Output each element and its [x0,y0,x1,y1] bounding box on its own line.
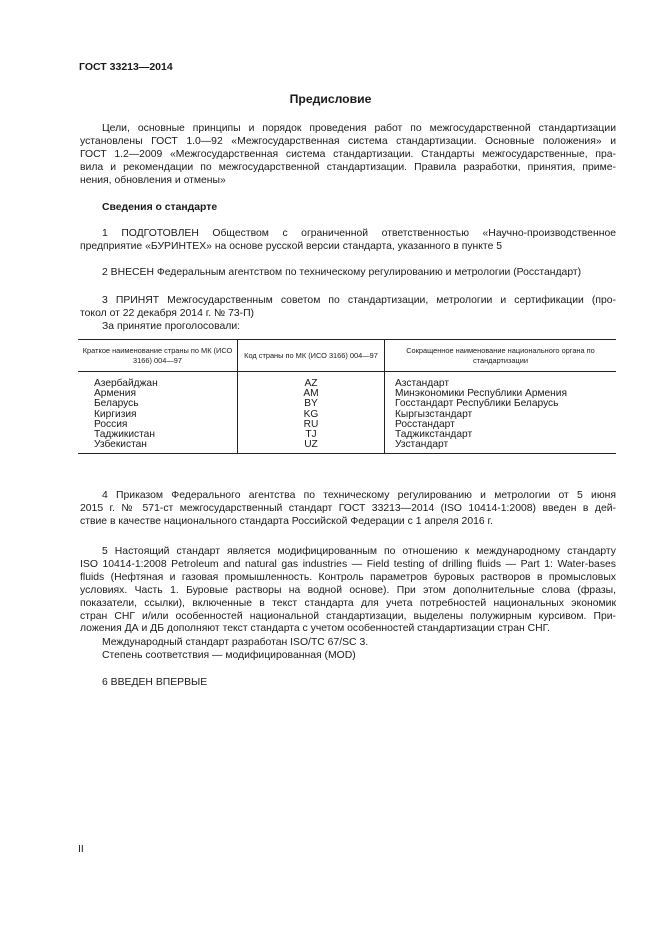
country-name: Беларусь [94,398,139,410]
text-line: предприятие «БУРИНТЕХ» на основе русской версии стандарта, указанного в пункте 5 [80,240,503,252]
country-code: KG [238,410,385,420]
table-header-code: Код страны по МК (ИСО 3166) 004—97 [238,340,385,372]
standards-body: Узстандарт [385,440,617,454]
standard-code: ГОСТ 33213—2014 [79,61,173,73]
text-line: нения, обновления и отмены» [80,174,226,186]
text-line: условиях. Часть 1. Буровые растворы на водной основе). При этом дополнительные слова (фразы, [80,584,616,596]
text-line: стран СНГ и/или особенностей национальной стандартизации, выделены полужирным курсивом. При- [80,610,616,622]
standards-body: Таджикстандарт [385,430,617,440]
text-line: 4 Приказом Федерального агентства по техническому регулированию и метрологии от 5 июня [102,490,616,501]
info-item-5 [80,546,616,636]
country-name: Азербайджан [94,378,158,389]
info-item-1 [80,228,616,254]
degree-of-conformity: Степень соответствия — модифицированная (MOD) [102,650,356,661]
text-line: 5 Настоящий стандарт является модифицированным по отношению к международному стандарту [102,546,616,557]
country-code: RU [238,420,385,430]
page-number: II [78,843,84,855]
standards-body: Минэкономики Республики Армения [385,389,617,399]
country-code: BY [238,399,385,409]
table-row [78,399,616,409]
standards-body: Госстандарт Республики Беларусь [385,399,617,409]
text-line: Цели, основные принципы и порядок проведения работ по межгосударственной стандартизации [102,123,616,134]
table-row [78,372,616,390]
info-item-4 [80,490,616,529]
table-header-country: Краткое наименование страны по МК (ИСО 3166) 004—97 [78,340,238,372]
text-line: fluids (Нефтяная и газовая промышленность. Контроль параметров буровых растворов в промысловых [80,571,616,583]
info-heading: Сведения о стандарте [102,202,218,213]
table-header-body: Сокращенное наименование национального органа по стандартизации [385,340,617,372]
country-name: Узбекистан [78,440,238,454]
info-item-6: 6 ВВЕДЕН ВПЕРВЫЕ [102,677,208,688]
standards-body: Кыргызстандарт [385,410,617,420]
text-line: ствие в качестве национального стандарта Российской Федерации с 1 апреля 2016 г. [80,515,493,527]
table-row [78,440,616,454]
country-code: AZ [238,372,385,390]
country-code: AM [238,389,385,399]
country-name: Армения [94,388,136,400]
text-line: установлены ГОСТ 1.0—92 «Межгосударственная система стандартизации. Основные положения» и [80,135,616,147]
voted-label: За принятие проголосовали: [102,321,241,332]
standards-body: Росстандарт [385,420,617,430]
country-name: Россия [94,418,128,430]
country-name: Таджикистан [94,429,155,441]
country-name: Киргизия [94,408,137,420]
text-line: ISO 10414-1:2008 Petroleum and natural gas industries — Field testing of drilling fluids — Part 1: Water-bases [80,558,616,570]
info-item-3 [80,295,616,321]
table-row [78,430,616,440]
text-line: 3 ПРИНЯТ Межгосударственным советом по стандартизации, метрологии и сертификации (про- [102,295,616,306]
text-line: ГОСТ 1.2—2009 «Межгосударственная система стандартизации. Стандарты межгосударственные, пра- [80,148,616,160]
table-row [78,410,616,420]
text-line: токол от 22 декабря 2014 г. № 73-П) [80,307,255,319]
table-row [78,420,616,430]
text-line: вила и рекомендации по межгосударственной стандартизации. Правила разработки, принятия, приме- [80,161,616,173]
preface-title: Предисловие [289,92,372,106]
preface-intro [80,123,616,188]
text-line: 2015 г. № 571-ст межгосударственный стандарт ГОСТ 33213—2014 (ISO 10414-1:2008) введен в дей- [80,502,616,514]
text-line: показатели, ссылки), включенные в текст стандарта для учета потребностей национальных экономик [80,597,616,609]
country-code: UZ [238,440,385,454]
text-line: ложения ДА и ДБ дополняют текст стандарта с учетом особенностей стандартизации стран СНГ. [80,623,550,635]
intl-standard-note: Международный стандарт разработан ISO/TC 67/SC 3. [102,637,369,648]
table-header-row [78,340,616,372]
info-item-2: 2 ВНЕСЕН Федеральным агентством по техническому регулированию и метрологии (Росстандарт) [102,267,582,278]
standards-body: Азстандарт [385,372,617,390]
country-code: TJ [238,430,385,440]
voting-table [78,339,616,454]
text-line: 1 ПОДГОТОВЛЕН Обществом с ограниченной ответственностью «Научно-производственное [102,228,616,239]
